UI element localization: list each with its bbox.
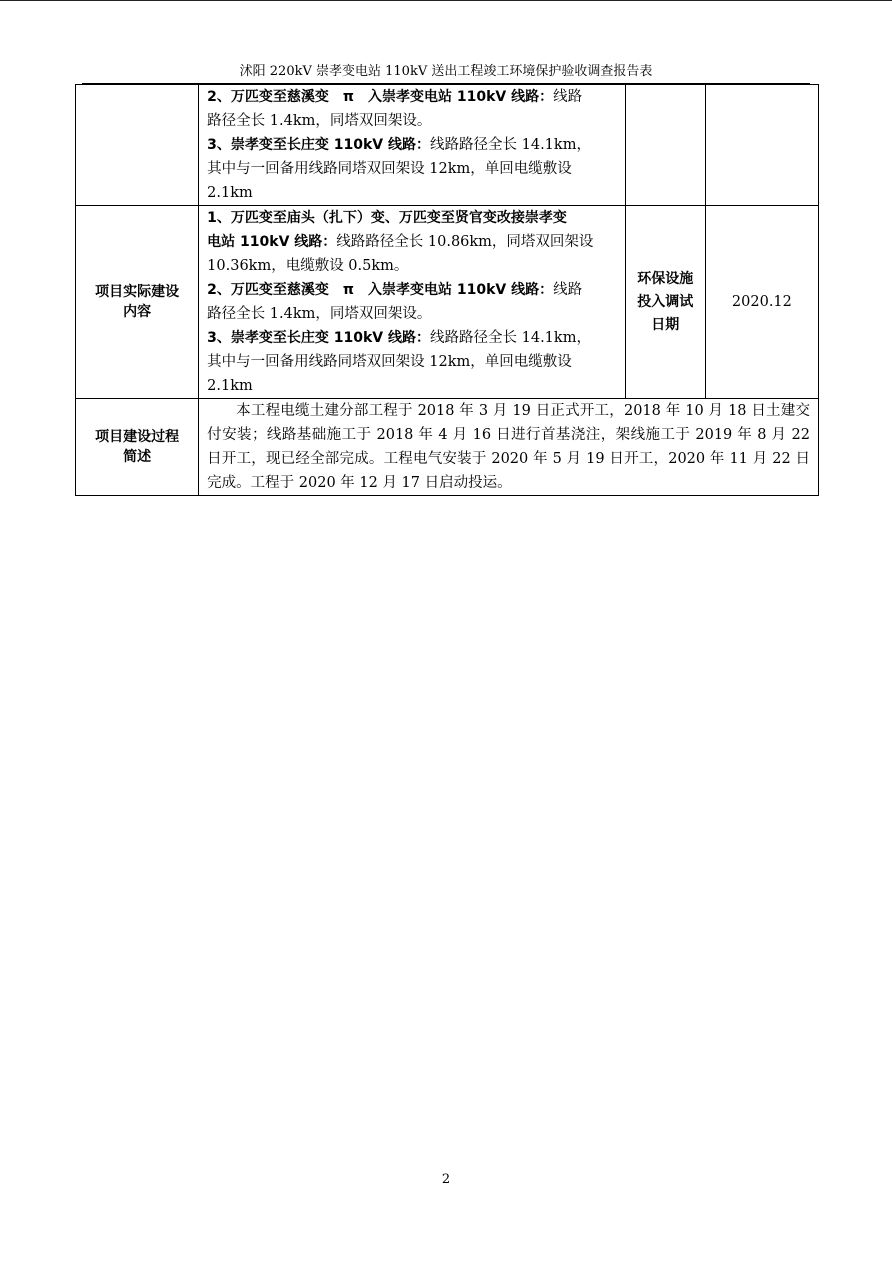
continued-label-cell [76, 85, 199, 206]
process-paragraph: 本工程电缆土建分部工程于 2018 年 3 月 19 日正式开工，2018 年 10 月 18 日土建交付安装；线路基础施工于 2018 年 4 月 16 日进行首基浇注，架线施工于 2019 年 8 月 22 日开工，现已经全部完成。工程电气安装于 2020 年 5 月 19 日开工，2020 年 11 月 22 日完成。工程于 2020 年 12 月 17 日启动投运。 [207, 403, 810, 491]
table-row-continued [76, 85, 819, 206]
actual-content-label: 项目实际建设 内容 [76, 206, 199, 399]
continued-side-value-cell [705, 85, 818, 206]
continued-item-2: 2、万匹变至慈溪变 π 入崇孝变电站 110kV 线路：线路 [207, 89, 583, 105]
continued-side-label-cell [625, 85, 705, 206]
table-row-actual-content [76, 206, 819, 399]
process-label: 项目建设过程 简述 [76, 399, 199, 496]
actual-item-2: 2、万匹变至慈溪变 π 入崇孝变电站 110kV 线路：线路 [207, 282, 583, 298]
process-text-cell [199, 399, 819, 496]
env-facility-date-value: 2020.12 [705, 206, 818, 399]
actual-item-1: 电站 110kV 线路：线路路径全长 10.86km，同塔双回架设 [207, 234, 594, 250]
table-row-process [76, 399, 819, 496]
actual-content-cell: 1、万匹变至庙头（扎下）变、万匹变至贤官变改接崇孝变 电站 110kV 线路：线路路径全长 10.86km，同塔双回架设 10.36km，电缆敷设 0.5km。 2、万匹变至慈溪变 π 入崇孝变电站 110kV 线路：线路 路径全长 1.4km，同塔双回架设。 3、崇孝变至长庄变 110kV 线路：线路路径全长 14.1km， 其中与一回备用线路同塔双回架设 12km，单回电缆敷设 2.1km [199, 206, 626, 399]
running-header: 沭阳 220kV 崇孝变电站 110kV 送出工程竣工环境保护验收调查报告表 [239, 64, 653, 79]
env-facility-date-label: 环保设施 投入调试 日期 [625, 206, 705, 399]
page-number: 2 [441, 1172, 451, 1187]
continued-content-cell: 2、万匹变至慈溪变 π 入崇孝变电站 110kV 线路：线路 路径全长 1.4km，同塔双回架设。 3、崇孝变至长庄变 110kV 线路：线路路径全长 14.1km， 其中与一回备用线路同塔双回架设 12km，单回电缆敷设 2.1km [199, 85, 626, 206]
actual-item-3: 3、崇孝变至长庄变 110kV 线路：线路路径全长 14.1km， [207, 330, 591, 346]
page-top-border [0, 0, 892, 1]
continued-item-3: 3、崇孝变至长庄变 110kV 线路：线路路径全长 14.1km， [207, 137, 591, 153]
report-table [75, 84, 819, 496]
